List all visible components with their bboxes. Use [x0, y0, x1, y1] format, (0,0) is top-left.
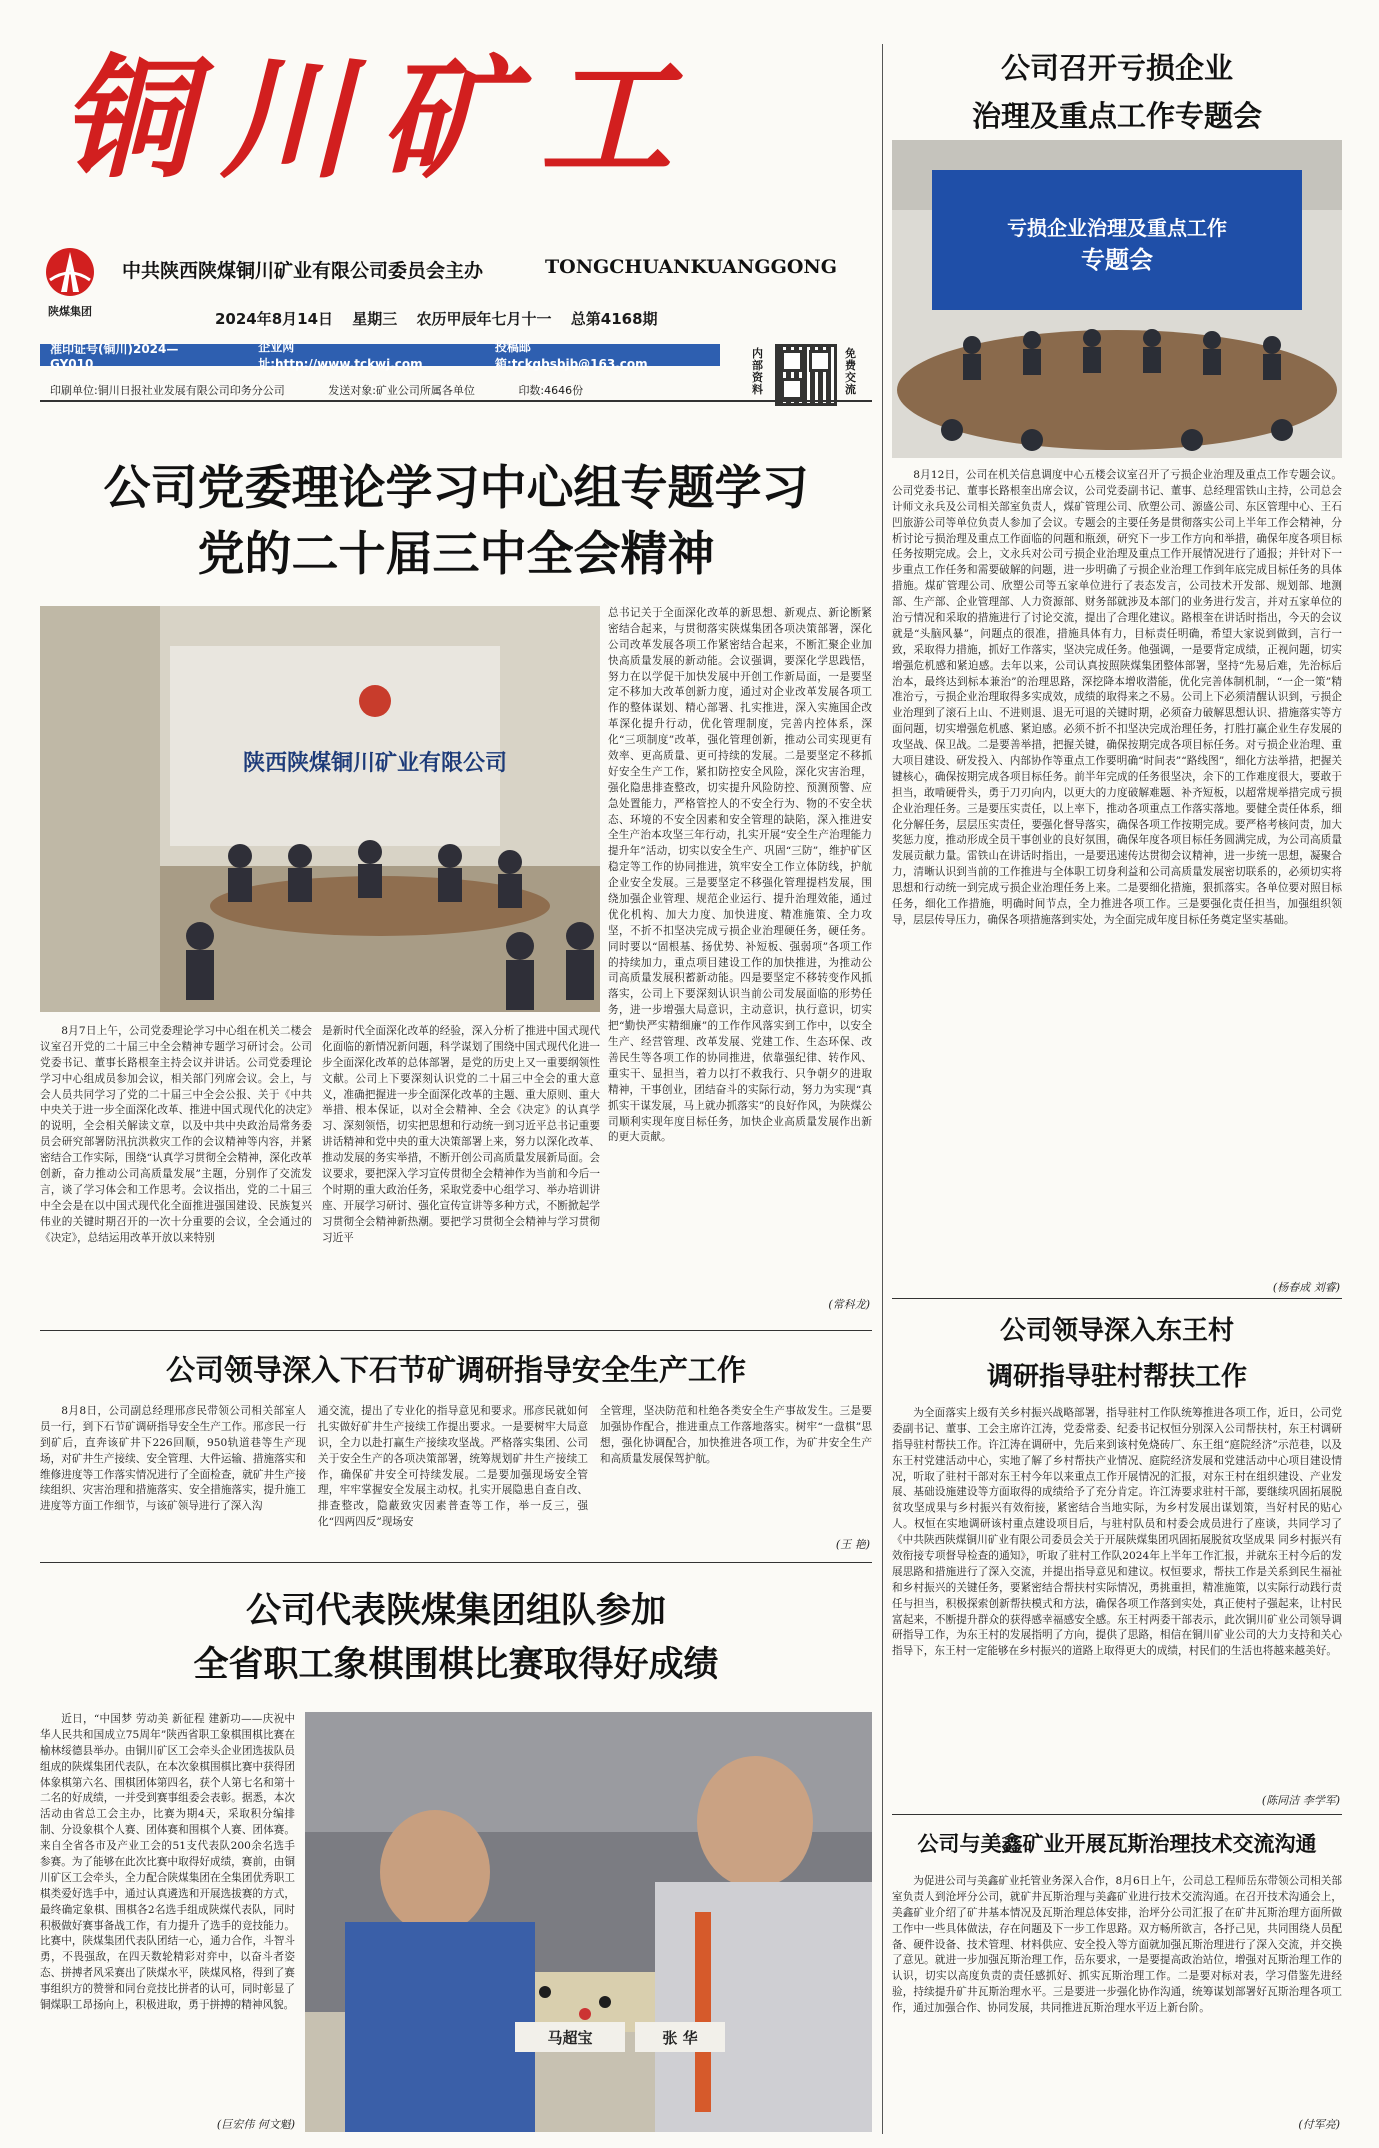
article1-title-line1: 公司党委理论学习中心组专题学习	[103, 461, 809, 516]
article6-title: 公司与美鑫矿业开展瓦斯治理技术交流沟通	[917, 1831, 1317, 1856]
divider-2	[40, 1562, 872, 1563]
divider-3	[892, 1298, 1342, 1299]
issue-number: 总第4168期	[570, 310, 658, 328]
article1-title-line2: 党的二十届三中全会精神	[197, 527, 715, 582]
permit-number: 准印证号(铜川)2024—GY010	[50, 341, 179, 371]
article2-text-col2: 通交流，提出了专业化的指导意见和要求。邢彦民就如何扎实做好矿井生产接续工作提出要求。一是要树牢大局意识，全力以赴打赢生产接续攻坚战。严格落实集团、公司关于安全生产的各项决策部署，统筹规划矿井生产接续工作，确保矿井安全可持续发展。二是要加强现场安全管理，牢牢掌握安全发展主动权。扎实开展隐患自查自改、排查整改，隐蔽致灾因素普查等工作，举一反三，强化“四两四反”现场安	[318, 1405, 588, 1529]
sponsor-line: 中共陕西陕煤铜川矿业有限公司委员会主办	[122, 260, 484, 282]
submission-email[interactable]: 投稿邮箱:tckgbsbjb@163.com	[494, 340, 648, 371]
article4-text: 8月12日，公司在机关信息调度中心五楼会议室召开了亏损企业治理及重点工作专题会议。公司党委书记、董事长路根奎出席会议，公司党委副书记、董事、总经理雷铁山主持，公司总会计师文永兵及公司相关部室负责人，煤矿管理公司、欣塑公司、源盛公司、东区管理中心、王石凹旅游公司等单位负责人参加了会议。专题会的主要任务是贯彻落实公司上半年工作会精神，分析讨论亏损治理及重点工作面临的问题和瓶颈，研究下一步工作方向和举措，确保年度各项目标任务按期完成。会上，文永兵对公司亏损企业治理及重点工作开展情况进行了通报；并针对下一步重点工作任务和需要破解的问题，进一步明确了亏损企业治理工作到年底完成目标任务的具体措施。煤矿管理公司、欣塑公司等五家单位进行了表态发言，公司技术开发部、规划部、地测部、生产部、企业管理部、人力资源部、财务部就涉及本部门的业务进行发言，并对五家单位的治亏情况和采取的措施进行了讨论交流，提出了合理化建议。路根奎在讲话时指出，今天的会议就是“头脑风暴”，问题点的很准，措施具体有力，目标责任明确，希望大家说到做到，言行一致，采取得力措施，抓好工作落实，坚决完成任务。他强调，一是要背定成绩，正视问题，切实增强危机感和紧迫感。去年以来，公司认真按照陕煤集团整体部署，坚持“先易后难，先治标后治本，最终达到标本兼治”的治理思路，深挖降本增收潜能，优化完善体制机制，“一企一策”精准治亏，亏损企业治理取得多实成效，成绩的取得来之不易。公司上下必须清醒认识到，亏损企业治理到了滚石上山、不进则退、退无可退的关键时期，必须奋力破解思想认识、措施落实等方面问题，切实增强危机感、紧迫感。必须不折不扣坚决完成治理任务，打胜打赢企业生存发展的攻坚战、保卫战。二是要善举措，把握关键，确保按期完成各项目标任务。对亏损企业治理、重大项目建设、研发投入、内部协作等重点工作要明确“时间表”“路线图”，细化方法举措，把握关键核心，确保按期完成各项目标任务。前半年完成的任务很坚决，余下的工作难度很大，要敢于担当，敢啃硬骨头，勇于刀刃向内，以更大的力度破解难题、补齐短板，以超常规举措完成亏损企业治理任务。三是要压实责任，以上率下，推动各项重点工作落实落地。要健全责任体系，细化分解任务，层层压实责任，要强化督导落实，确保各项工作按期完成。要严格考核问责，加大奖惩力度，推动形成全员干事创业的良好氛围，确保年度各项目标任务圆满完成，为公司高质量发展贡献力量。雷铁山在讲话时指出，一是要迅速传达贯彻会议精神，进一步统一思想，凝聚合力，清晰认识到当前的工作推进与全体职工切身利益和公司高质量发展密切联系的，必须切实将思想和行动统一到完成亏损企业治理任务上来。二是要细化措施，狠抓落实。各单位要对照目标任务，细化工作措施，明确时间节点，全力推进各项工作。三是要强化责任担当，加强组织领导，层层传导压力，确保各项措施落到实处，为全面完成年度目标任务奠定坚实基础。	[892, 469, 1342, 926]
issue-date: 2024年8月14日	[215, 310, 334, 328]
article6-text: 为促进公司与美鑫矿业托管业务深入合作，8月6日上午，公司总工程师岳东带领公司相关部室负责人到沧坪分公司，就矿井瓦斯治理与美鑫矿业进行技术交流沟通。在召开技术沟通会上，美鑫矿业介绍了矿井基本情况及瓦斯治理总体安排，治坪分公司汇报了在矿井瓦斯治理方面所做工作中一些具体做法，存在问题及下一步工作思路。双方畅所欲言，各抒己见，共同围绕人员配备、硬件设备、技术管理、材料供应、安全投入等方面就加强瓦斯治理进行了深入交流，并交换了意见。就进一步加强瓦斯治理工作，岳东要求，一是要提高政治站位，增强对瓦斯治理工作的认识，切实以高度负责的责任感抓好、抓实瓦斯治理工作。二是要对标对表，学习借鉴先进经验，持续提升矿井瓦斯治理水平。三是要进一步强化协作沟通，统筹谋划部署好瓦斯治理各项工作，通过加强合作、协同发展，共同推进瓦斯治理水平迈上新台阶。	[892, 1875, 1342, 2015]
masthead-rule	[40, 400, 872, 402]
article3-text: 近日，“中国梦 劳动美 新征程 建新功——庆祝中华人民共和国成立75周年”陕西省职工象棋围棋比赛在榆林绥德县举办。由铜川矿区工会牵头企业团选拔队员组成的陕煤集团代表队，在本次象棋围棋比赛中获得团体象棋第六名、围棋团体第四名，获个人第七名和第十二名的好成绩，一并受到赛事组委会表彰。据悉，本次活动由省总工会主办，比赛为期4天，采取积分编排制、分设象棋个人赛、团体赛和围棋个人赛、团体赛。来自全省各市及产业工会的51支代表队200余名选手参赛。为了能够在此次比赛中取得好成绩，赛前，由铜川矿区工会牵头，全力配合陕煤集团在全集团优秀职工棋类爱好选手中，通过认真遴选和开展选拔赛的方式，最终确定象棋、围棋各2名选手组成陕煤代表队，同时积极做好赛事备战工作，有力提升了选手的竞技能力。比赛中，陕煤集团代表队团结一心，通力合作，斗智斗勇，不畏强敌，在四天数轮精彩对弈中，以奋斗者姿态、拼搏者风采赛出了陕煤水平，陕煤风格，得到了赛事组织方的赞誉和同台竞技比拼者的认可，同时彰显了铜煤职工昂扬向上，积极进取，勇于拼搏的精神风貌。	[40, 1713, 295, 2012]
article4-title	[892, 44, 1342, 140]
name-card-1: 马超宝	[547, 2029, 593, 2047]
article5-title-line1: 公司领导深入东王村	[999, 1316, 1234, 1346]
print-info	[50, 382, 583, 398]
masthead-title: 铜川矿工	[60, 42, 700, 197]
article5-text: 为全面落实上级有关乡村振兴战略部署，指导驻村工作队统筹推进各项工作，近日，公司党委副书记、董事、工会主席许江涛，党委常委、纪委书记权恒分别深入公司帮扶村，东王村调研指导驻村帮扶工作。许江涛在调研中，先后来到该村免烧砖厂、东王组“庭院经济”示范巷，以及东王村党建活动中心，实地了解了乡村帮扶产业情况、庭院经济发展和党建活动中心项目建设情况，听取了驻村干部对东王村今年以来重点工作开展情况的汇报，对东王村在组织建设、产业发展、基础设施建设等方面取得的成绩给予了充分肯定。许江涛要求驻村干部，要继续巩固拓展脱贫攻坚成果与乡村振兴有效衔接，紧密结合当地实际，为乡村发展出谋划策，当好村民的贴心人。权恒在实地调研该村重点建设项目后，与驻村队员和村委会成员进行了座谈，共同学习了《中共陕西陕煤铜川矿业有限公司委员会关于开展陕煤集团巩固拓展脱贫攻坚成果 同乡村振兴有效衔接专项督导检查的通知》，听取了驻村工作队2024年上半年工作汇报，并就东王村今后的发展思路和措施进行了深入交流，并提出指导意见和建议。权恒要求，帮扶工作是关系到民生福祉和乡村振兴的关键任务，要紧密结合帮扶村实际情况，勇挑重担，精准施策，以实际行动践行责任与担当，积极探索创新帮扶模式和方法，确保各项工作落到实处，真正使村子强起来，让村民富起来，不断提升群众的获得感幸福感安全感。东王村两委干部表示，此次铜川矿业公司领导调研指导工作，为东王村的发展指明了方向，提供了思路，相信在铜川矿业公司的大力支持和关心指导下，东王村一定能够在乡村振兴的道路上取得更大的成绩，村民们的生活也将越来越美好。	[892, 1407, 1342, 1658]
company-website[interactable]: 企业网址:http://www.tckwj.com	[258, 340, 423, 371]
article1-photo	[40, 606, 600, 1012]
free-label: 免费交流	[845, 347, 856, 397]
article2-text-col1: 8月8日，公司副总经理邢彦民带领公司相关部室人员一行，到下石节矿调研指导安全生产工作。邢彦民一行到矿后，直奔该矿井下226回顺，950轨道巷等生产现场，对矿井生产接续、安全管理、大件运输、措施落实和维修进度等工作落实情况进行了全面检查，就矿井生产接续组织、灾害治理和措施落实、安全措施落实，提升施工进度等方面工作细节，与该矿领导进行了深入沟	[40, 1405, 306, 1513]
article1-text-col1: 8月7日上午，公司党委理论学习中心组在机关二楼会议室召开党的二十届三中全会精神专题学习研讨会。公司党委书记、董事长路根奎主持会议并讲话。公司党委理论学习中心组成员参加会议，相关部门列席会议。会上，与会人员共同学习了党的二十届三中全会公报、关于《中共中央关于进一步全面深化改革、推进中国式现代化的决定》的说明，全会相关解读文章，以及中共中央政治局常务委员会研究部署防汛抗洪救灾工作的会议精神等内容，并紧密结合工作实际，围绕“认真学习贯彻全会精神，深化改革创新，奋力推动公司高质量发展”主题，分别作了交流发言，谈了学习体会和工作思考。会议指出，党的二十届三中全会是在以中国式现代化全面推进强国建设、民族复兴伟业的关键时期召开的一次十分重要的会议，全会通过的《决定》，总结运用改革开放以来特别	[40, 1025, 312, 1244]
article4-photo	[892, 140, 1342, 458]
meeting-room-photo	[40, 606, 600, 1012]
date-line	[215, 308, 658, 329]
screen-subtitle-text: 专题会	[1081, 246, 1153, 274]
article1-text-col2: 是新时代全面深化改革的经验，深入分析了推进中国式现代化面临的新情况新问题，科学谋划了围绕中国式现代化进一步全面深化改革的总体部署，是党的历史上又一重要纲领性文献。公司上下要深刻认识党的二十届三中全会的重大意义，准确把握进一步全面深化改革的主题、重大原则、重大举措、根本保证，以对全会精神、全会《决定》的认真学习、深刻领悟，切实把思想和行动统一到习近平总书记重要讲话精神和党中央的重大决策部署上来，努力以深化改革、推动发展的务实举措，不断开创公司高质量发展新局面。会议要求，要把深入学习宣传贯彻全会精神作为当前和今后一个时期的重大政治任务，采取党委中心组学习、举办培训讲座、开展学习研讨、强化宣传宣讲等多种方式，不断掀起学习贯彻全会精神新热潮。要把学习贯彻全会精神与学习贯彻习近平	[322, 1025, 600, 1244]
print-count: 印数:4646份	[518, 384, 584, 397]
article5-title-line2: 调研指导驻村帮扶工作	[986, 1362, 1247, 1392]
qr-code[interactable]	[775, 344, 837, 406]
chess-match-photo	[305, 1712, 872, 2132]
name-card-2: 张 华	[662, 2029, 698, 2047]
article2-byline: (王 艳)	[835, 1538, 870, 1551]
article3-byline: (巨宏伟 何文魁)	[216, 2118, 295, 2131]
divider-4	[892, 1814, 1342, 1815]
logo-caption: 陕煤集团	[48, 305, 92, 318]
article3-title-line1: 公司代表陕煤集团组队参加	[245, 1590, 666, 1631]
screen-title-text: 亏损企业治理及重点工作	[1007, 216, 1227, 240]
article5-title	[892, 1308, 1342, 1400]
right-column-rule	[882, 44, 883, 2134]
shaanxi-coal-logo	[40, 246, 100, 316]
article3-title-line2: 全省职工象棋围棋比赛取得好成绩	[193, 1644, 719, 1685]
article4-byline: (杨春成 刘睿)	[1272, 1281, 1340, 1294]
article6-byline: (付军亮)	[1298, 2118, 1340, 2131]
distribution-info: 发送对象:矿业公司所属各单位	[328, 384, 475, 397]
article5-byline: (陈同洁 李学军)	[1261, 1794, 1340, 1807]
info-bar	[40, 340, 720, 371]
article3-photo	[305, 1712, 872, 2132]
lunar-date: 农历甲辰年七月十一	[416, 310, 552, 328]
divider-1	[40, 1330, 872, 1331]
internal-label: 内部资料	[752, 347, 763, 397]
conference-photo	[892, 140, 1342, 458]
printer-info: 印刷单位:铜川日报社业发展有限公司印务分公司	[50, 384, 285, 397]
article3-title	[40, 1584, 872, 1692]
article1-byline: (常科龙)	[828, 1298, 870, 1311]
logo-emblem-icon	[40, 246, 100, 298]
article2-text-col3: 全管理，坚决防范和杜绝各类安全生产事故发生。三是要加强协作配合，推进重点工作落地落实。树牢“一盘棋”思想，强化协调配合，加快推进各项工作，为矿井安全生产和高质量发展保驾护航。	[600, 1405, 872, 1465]
masthead-pinyin: TONGCHUANKUANGGONG	[545, 256, 837, 278]
article4-title-line2: 治理及重点工作专题会	[971, 99, 1262, 133]
photo-sign-text: 陕西陕煤铜川矿业有限公司	[242, 751, 508, 776]
weekday: 星期三	[352, 310, 398, 328]
article1-title	[40, 456, 872, 588]
article2-title: 公司领导深入下石节矿调研指导安全生产工作	[165, 1353, 746, 1387]
article4-title-line1: 公司召开亏损企业	[1000, 51, 1233, 85]
article1-text-col3: 总书记关于全面深化改革的新思想、新观点、新论断紧密结合起来，与贯彻落实陕煤集团各项决策部署，深化公司改革发展各项工作紧密结合起来，不断汇聚企业加快高质量发展的新动能。会议强调，要深化学思践悟，努力在以学促干加快发展中开创工作新局面，一是要坚定不移加大改革创新力度，通过对企业改革发展各项工作的整体谋划、精心部署、扎实推进，深入实施国企改革深化提升行动，优化管理制度，完善内控体系，深化“三项制度”改革，强化管理创新，推动公司实现更有效率、更高质量、更可持续的发展。二是要坚定不移抓好安全生产工作，紧扣防控安全风险，深化灾害治理，强化隐患排查整改，切实提升风险防控、预测预警、应急处置能力，严格管控人的不安全行为、物的不安全状态、环境的不安全因素和安全管理的缺陷，深入推进安全生产治本攻坚三年行动，扎实开展“安全生产治理能力提升年”活动，切实以安全生产、巩固“三防”，维护矿区稳定等工作的协同推进，筑牢安全工作立体防线，护航企业安全发展。三是要坚定不移强化管理提档发展，围绕加强企业管理、规范企业运行、提升治理效能，通过优化机构、加大力度、加快进度、精准施策、全力攻坚，不折不扣坚决完成亏损企业治理硬任务，硬任务。同时要以“固根基、扬优势、补短板、强弱项”各项工作的持续加力，重点项目建设工作的加快推进，为推动公司高质量发展积蓄新动能。四是要坚定不移转变作风抓落实，公司上下要深刻认识当前公司发展面临的形势任务，进一步增强大局意识，主动意识，执行意识，切实把“勤快严实精细廉”的工作作风落实到工作中，以安全生产、经营管理、改革发展、党建工作、生态环保、改善民生等各项工作的协同推进，依靠强纪律、转作风、重实干、显担当，着力以打不救我行、只争朝夕的进取精神，干事创业，团结奋斗的实际行动，努力为实现“真抓实干谋发展，马上就办抓落实”的良好作风，为陕煤公司顺利实现年度目标任务，加快企业高质量发展作出新的更大贡献。	[608, 607, 872, 1144]
